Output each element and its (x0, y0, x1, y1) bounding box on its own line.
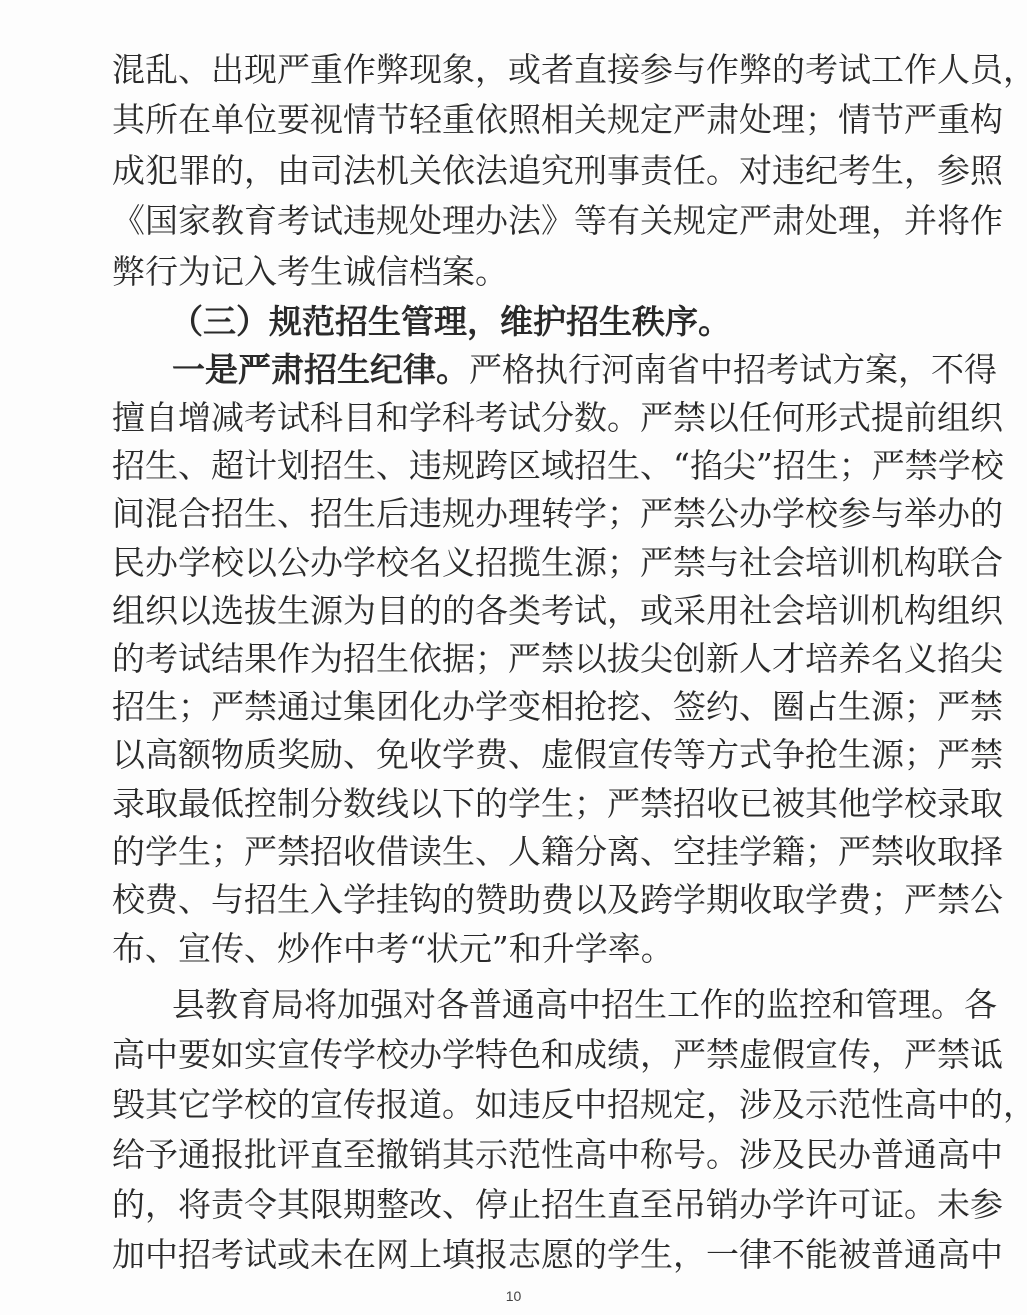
text-line: 《国家教育考试违规处理办法》等有关规定严肃处理，并将作 (112, 201, 1003, 240)
lead-bold-text: 一是严肃招生纪律。 (172, 350, 469, 389)
text-line: 民办学校以公办学校名义招揽生源；严禁与社会培训机构联合 (112, 543, 1003, 582)
text-line: 间混合招生、招生后违规办理转学；严禁公办学校参与举办的 (112, 494, 1003, 533)
text-line: 的学生；严禁招收借读生、人籍分离、空挂学籍；严禁收取择 (112, 832, 1003, 871)
text-line: 高中要如实宣传学校办学特色和成绩，严禁虚假宣传，严禁诋 (112, 1035, 1003, 1074)
text-line: 招生；严禁通过集团化办学变相抢挖、签约、圈占生源；严禁 (112, 687, 1003, 726)
text-line: 成犯罪的，由司法机关依法追究刑事责任。对违纪考生，参照 (112, 151, 1003, 190)
text-line: 擅自增减考试科目和学科考试分数。严禁以任何形式提前组织 (112, 398, 1003, 437)
text-line: 布、宣传、炒作中考“状元”和升学率。 (112, 929, 674, 968)
text-line: 以高额物质奖励、免收学费、虚假宣传等方式争抢生源；严禁 (112, 735, 1003, 774)
text-line: 弊行为记入考生诚信档案。 (112, 252, 508, 291)
text-line: 招生、超计划招生、违规跨区域招生、“掐尖”招生；严禁学校 (112, 446, 1004, 485)
text-line: 校费、与招生入学挂钩的赞助费以及跨学期收取学费；严禁公 (112, 880, 1003, 919)
lead-rest-text: 严格执行河南省中招考试方案，不得 (469, 350, 997, 389)
paragraph-first-line: 县教育局将加强对各普通高中招生工作的监控和管理。各 (172, 985, 997, 1024)
text-line: 毁其它学校的宣传报道。如违反中招规定，涉及示范性高中的， (112, 1085, 1036, 1124)
text-line: 的考试结果作为招生依据；严禁以拔尖创新人才培养名义掐尖 (112, 639, 1003, 678)
text-line: 给予通报批评直至撤销其示范性高中称号。涉及民办普通高中 (112, 1135, 1003, 1174)
text-line: 录取最低控制分数线以下的学生；严禁招收已被其他学校录取 (112, 784, 1003, 823)
text-line: 其所在单位要视情节轻重依照相关规定严肃处理；情节严重构 (112, 100, 1003, 139)
paragraph-lead-line (172, 350, 997, 390)
text-line: 组织以选拔生源为目的的各类考试，或采用社会培训机构组织 (112, 591, 1003, 630)
section-heading: （三）规范招生管理，维护招生秩序。 (170, 302, 731, 341)
text-line: 加中招考试或未在网上填报志愿的学生，一律不能被普通高中 (112, 1235, 1003, 1274)
text-line: 的，将责令其限期整改、停止招生直至吊销办学许可证。未参 (112, 1185, 1003, 1224)
text-line: 混乱、出现严重作弊现象，或者直接参与作弊的考试工作人员， (112, 50, 1036, 89)
page-number: 10 (505, 1288, 522, 1304)
